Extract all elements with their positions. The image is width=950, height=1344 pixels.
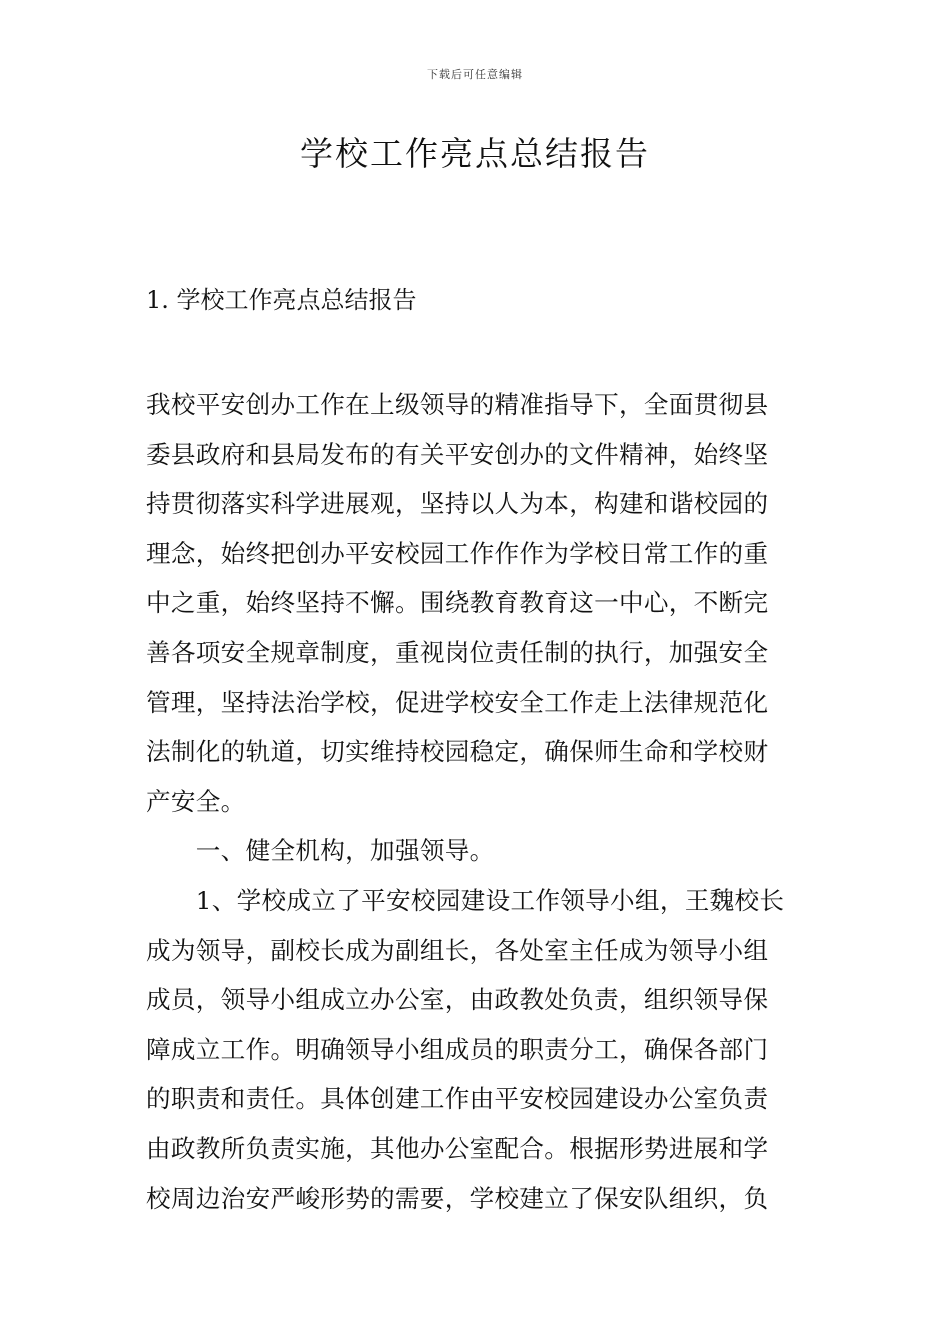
body-line: 委县政府和县局发布的有关平安创办的文件精神，始终坚	[146, 439, 769, 469]
body-line: 由政教所负责实施，其他办公室配合。根据形势进展和学	[146, 1133, 769, 1163]
body-line: 法制化的轨道，切实维持校园稳定，确保师生命和学校财	[146, 737, 769, 767]
page-header: 下载后可任意编辑	[427, 68, 523, 81]
body-line: 善各项安全规章制度，重视岗位责任制的执行，加强安全	[146, 637, 769, 667]
body-line: 我校平安创办工作在上级领导的精准指导下，全面贯彻县	[146, 390, 769, 419]
body-line: 产安全。	[146, 786, 246, 816]
body-line: 的职责和责任。具体创建工作由平安校园建设办公室负责	[146, 1084, 769, 1114]
document-title: 学校工作亮点总结报告	[300, 134, 650, 173]
body-line: 成员，领导小组成立办公室，由政教处负责，组织领导保	[146, 985, 769, 1015]
body-line: 障成立工作。明确领导小组成员的职责分工，确保各部门	[146, 1034, 769, 1064]
body-line: 理念，始终把创办平安校园工作作作为学校日常工作的重	[146, 538, 769, 568]
body-line: 管理，坚持法治学校，促进学校安全工作走上法律规范化	[146, 687, 769, 717]
section-heading: 1. 学校工作亮点总结报告	[146, 286, 417, 314]
body-text	[146, 380, 808, 1223]
body-line: 成为领导，副校长成为副组长，各处室主任成为领导小组	[146, 935, 769, 965]
body-line: 校周边治安严峻形势的需要，学校建立了保安队组织，负	[146, 1183, 769, 1213]
section-heading-line: 一、健全机构，加强领导。	[146, 836, 495, 866]
body-line: 1、学校成立了平安校园建设工作领导小组，王魏校长	[146, 885, 785, 915]
body-line: 持贯彻落实科学进展观，坚持以人为本，构建和谐校园的	[146, 489, 769, 519]
body-line: 中之重，始终坚持不懈。围绕教育教育这一中心，不断完	[146, 588, 769, 618]
